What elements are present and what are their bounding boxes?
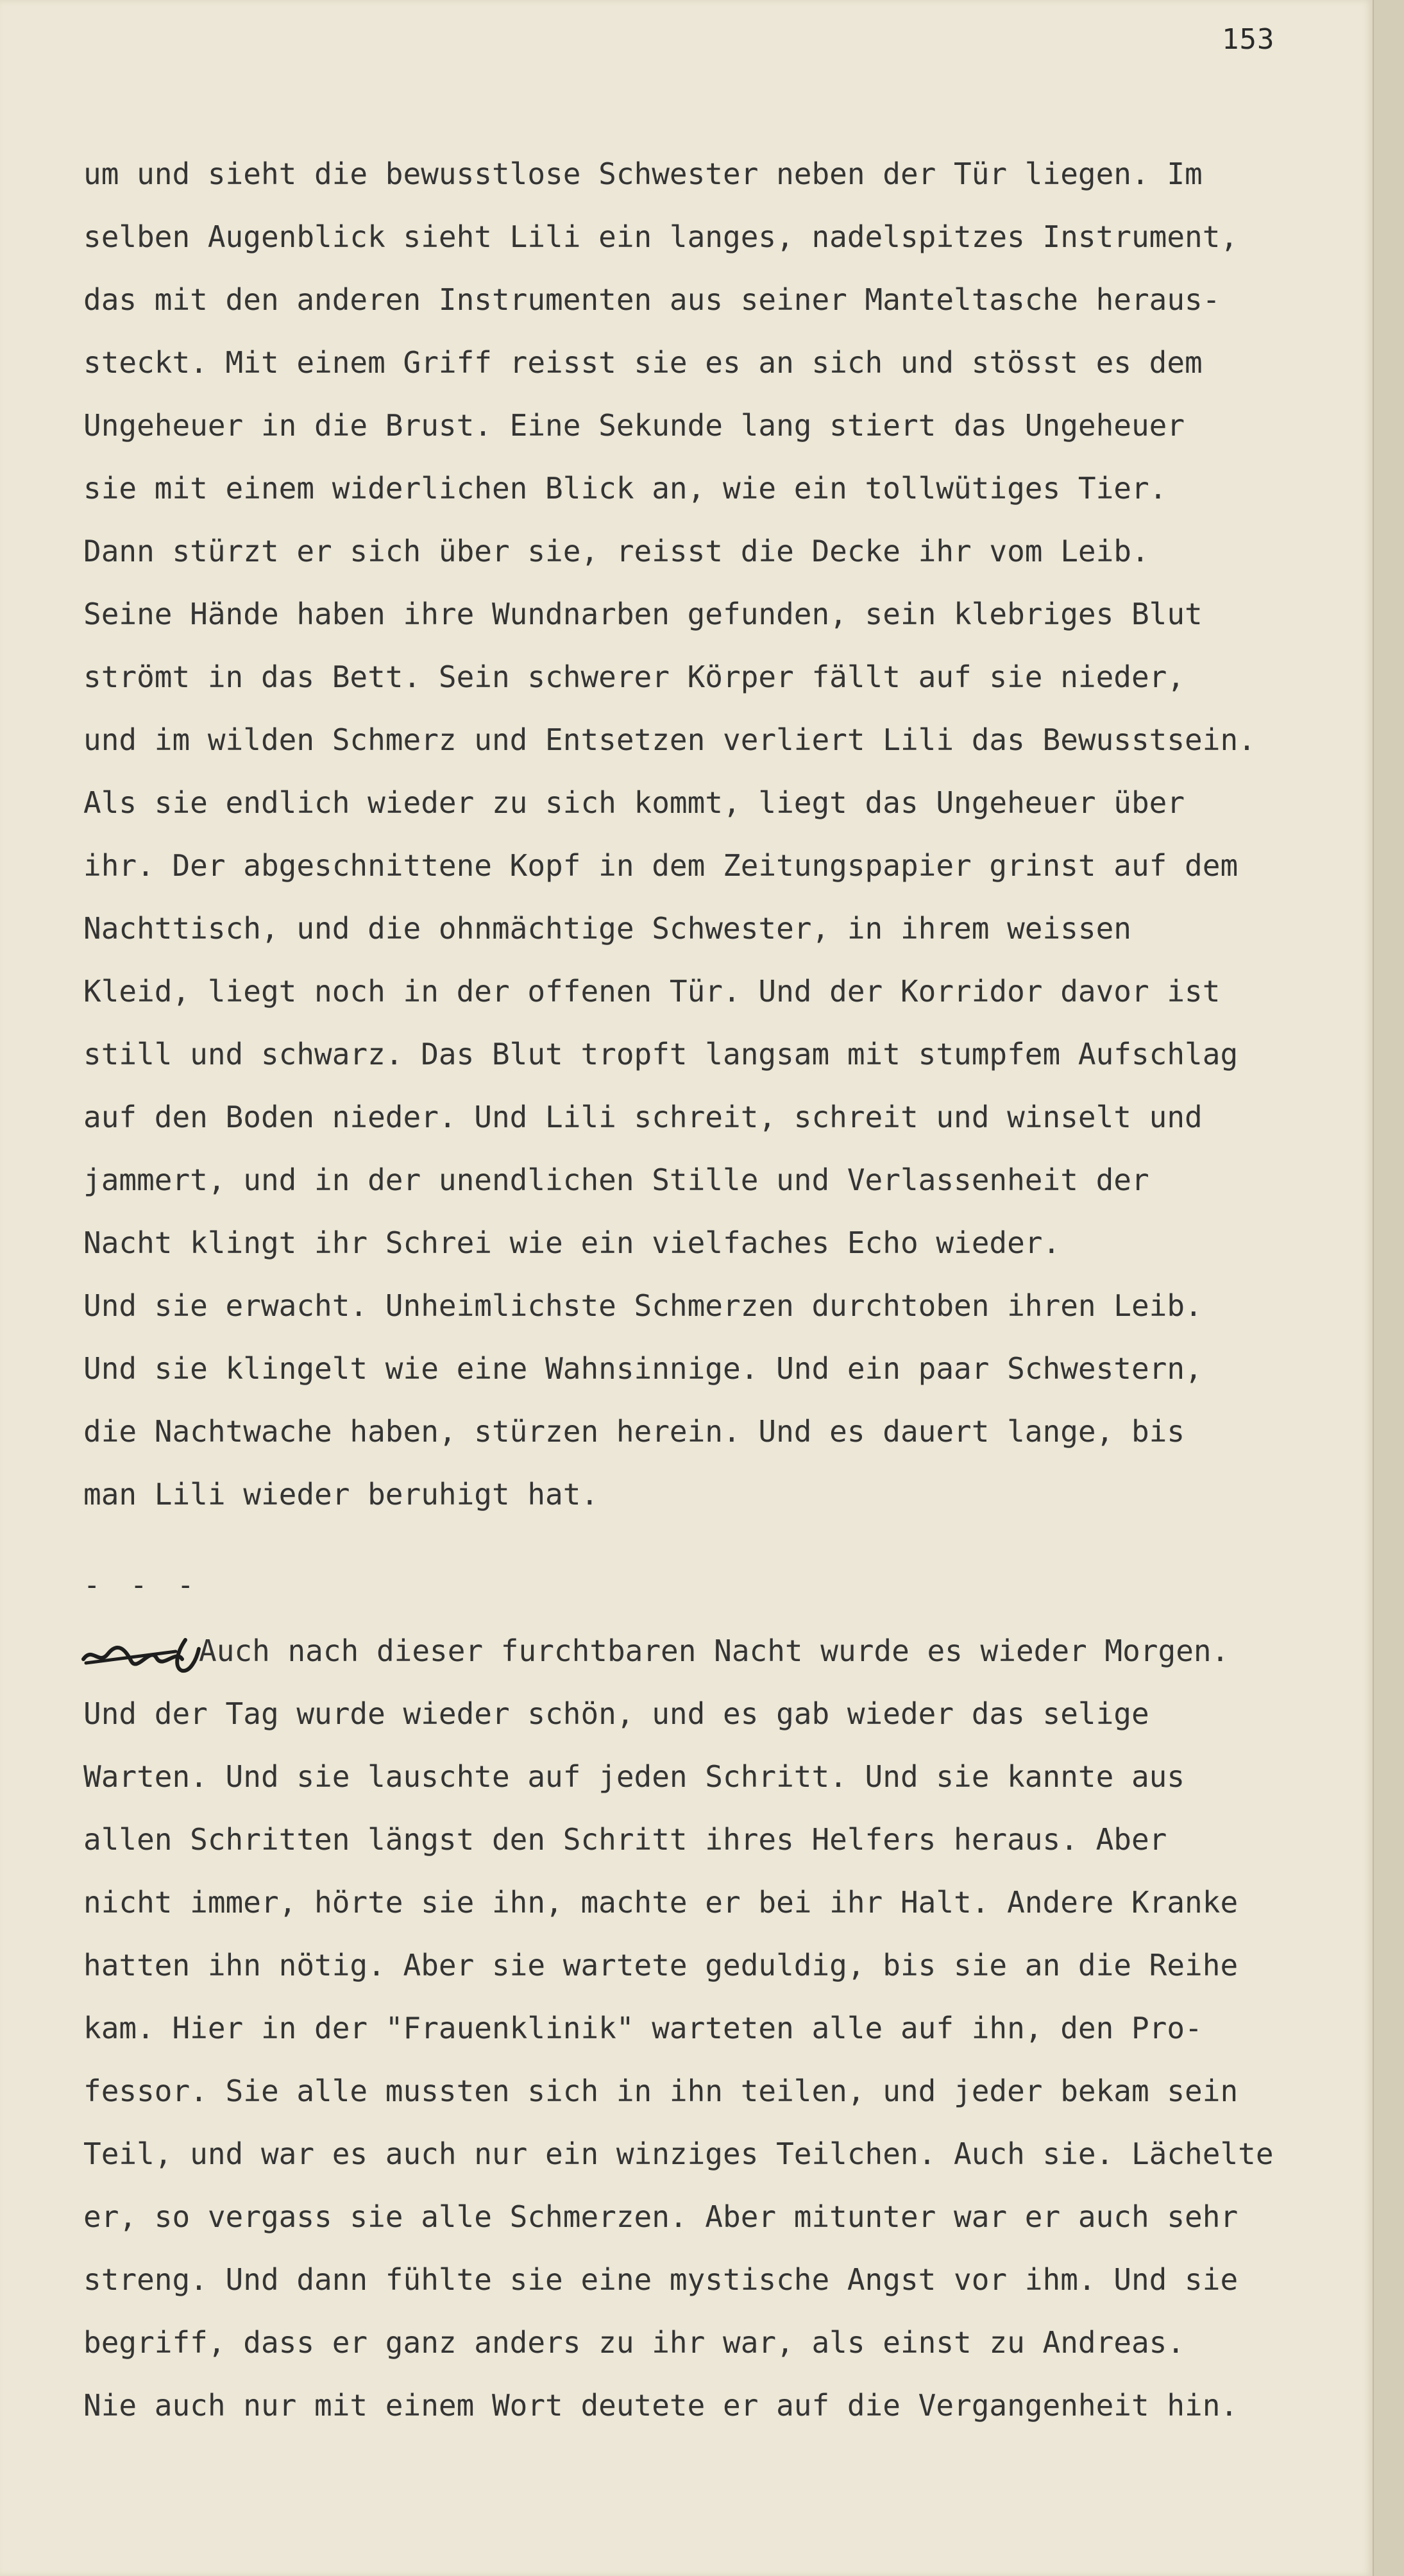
text-line: die Nachtwache haben, stürzen herein. Und es dauert lange, bis [83,1414,1185,1449]
paragraph-1 [83,142,1366,1526]
text-line: Teil, und war es auch nur ein winziges Teilchen. Auch sie. Lächelte [83,2137,1274,2171]
text-line: Nacht klingt ihr Schrei wie ein vielfaches Echo wieder. [83,1225,1061,1260]
text-line: still und schwarz. Das Blut tropft langsam mit stumpfem Aufschlag [83,1037,1239,1071]
text-line: und im wilden Schmerz und Entsetzen verliert Lili das Bewusstsein. [83,722,1256,757]
text-line: Seine Hände haben ihre Wundnarben gefunden, sein klebriges Blut [83,597,1203,631]
text-line: selben Augenblick sieht Lili ein langes, nadelspitzes Instrument, [83,219,1239,254]
text-line: um und sieht die bewusstlose Schwester neben der Tür liegen. Im [83,157,1203,191]
text-line: begriff, dass er ganz anders zu ihr war, als einst zu Andreas. [83,2325,1185,2360]
text-line: jammert, und in der unendlichen Stille und Verlassenheit der [83,1163,1149,1197]
text-line: sie mit einem widerlichen Blick an, wie ein tollwütiges Tier. [83,471,1167,506]
text-line: allen Schritten längst den Schritt ihres Helfers heraus. Aber [83,1822,1167,1857]
text-line: Und der Tag wurde wieder schön, und es gab wieder das selige [83,1696,1149,1731]
text-line: ihr. Der abgeschnittene Kopf in dem Zeitungspapier grinst auf dem [83,848,1239,883]
text-line: Als sie endlich wieder zu sich kommt, liegt das Ungeheuer über [83,785,1185,820]
page-edge [1373,0,1404,2576]
text-line: hatten ihn nötig. Aber sie wartete geduldig, bis sie an die Reihe [83,1948,1239,1983]
text-line: Nachttisch, und die ohnmächtige Schwester, in ihrem weissen [83,911,1131,946]
text-line: kam. Hier in der "Frauenklinik" warteten alle auf ihn, den Pro- [83,2011,1203,2045]
text-line: das mit den anderen Instrumenten aus seiner Manteltasche heraus- [83,282,1221,317]
text-line: Kleid, liegt noch in der offenen Tür. Und der Korridor davor ist [83,974,1221,1009]
text-line: Ungeheuer in die Brust. Eine Sekunde lang stiert das Ungeheuer [83,408,1185,443]
section-separator: - - - [83,1569,201,1601]
text-line: Nie auch nur mit einem Wort deutete er auf die Vergangenheit hin. [83,2388,1239,2423]
text-line: Warten. Und sie lauschte auf jeden Schritt. Und sie kannte aus [83,1759,1185,1794]
text-line: Dann stürzt er sich über sie, reisst die Decke ihr vom Leib. [83,534,1149,568]
page-number: 153 [1222,23,1275,56]
text-line: Und sie erwacht. Unheimlichste Schmerzen durchtoben ihren Leib. [83,1288,1203,1323]
text-line: nicht immer, hörte sie ihn, machte er bei ihr Halt. Andere Kranke [83,1885,1239,1920]
text-line: Und sie klingelt wie eine Wahnsinnige. Und ein paar Schwestern, [83,1351,1203,1386]
text-line [83,1619,1366,1682]
text-line: er, so vergass sie alle Schmerzen. Aber mitunter war er auch sehr [83,2199,1239,2234]
paragraph-2 [83,1619,1366,2437]
text-line-first: Auch nach dieser furchtbaren Nacht wurde es wieder Morgen. [199,1633,1230,1668]
text-line: auf den Boden nieder. Und Lili schreit, schreit und winselt und [83,1100,1203,1134]
text-line: fessor. Sie alle mussten sich in ihn teilen, und jeder bekam sein [83,2074,1239,2108]
text-line: steckt. Mit einem Griff reisst sie es an sich und stösst es dem [83,345,1203,380]
text-line: man Lili wieder beruhigt hat. [83,1477,599,1512]
text-line: streng. Und dann fühlte sie eine mystische Angst vor ihm. Und sie [83,2262,1239,2297]
text-line: strömt in das Bett. Sein schwerer Körper fällt auf sie nieder, [83,660,1185,694]
